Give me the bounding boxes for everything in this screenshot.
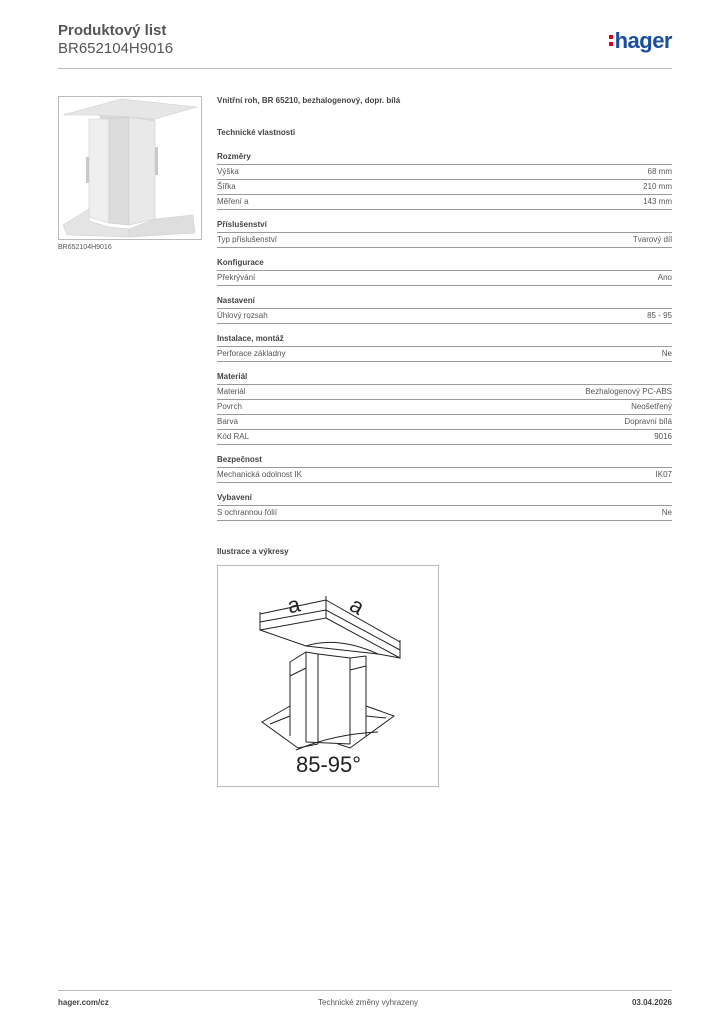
spec-section: [217, 220, 672, 248]
spec-label: Perforace základny: [217, 349, 286, 358]
spec-label: Mechanická odolnost IK: [217, 470, 302, 479]
spec-value: Bezhalogenový PC-ABS: [585, 387, 672, 396]
spec-row: [217, 195, 672, 210]
spec-value: 9016: [654, 432, 672, 441]
dimension-a-left: a: [285, 591, 303, 619]
header-divider: [58, 68, 672, 69]
footer-date: 03.04.2026: [631, 998, 672, 1007]
angle-range-label: 85-95°: [296, 752, 362, 777]
page-title: Produktový list: [58, 22, 167, 39]
section-title: Příslušenství: [217, 220, 672, 233]
spec-row: [217, 271, 672, 286]
spec-value: 210 mm: [643, 182, 672, 191]
footer-divider: [58, 990, 672, 991]
section-title: Materiál: [217, 372, 672, 385]
spec-row: [217, 347, 672, 362]
product-name: Vnitřní roh, BR 65210, bezhalogenový, dopr. bílá: [217, 96, 401, 105]
spec-row: [217, 180, 672, 195]
spec-section: [217, 455, 672, 483]
dimension-a-right: a: [345, 591, 369, 620]
spec-row: [217, 165, 672, 180]
logo-text: hager: [614, 28, 672, 53]
spec-value: Ne: [661, 349, 672, 358]
spec-label: Typ příslušenství: [217, 235, 278, 244]
specs-panel: [217, 96, 672, 521]
spec-label: Barva: [217, 417, 238, 426]
spec-value: Tvarový díl: [632, 235, 672, 244]
spec-sections: [217, 152, 672, 521]
spec-section: [217, 334, 672, 362]
spec-row: [217, 468, 672, 483]
technical-drawing: [217, 565, 439, 787]
spec-label: Úhlový rozsah: [217, 311, 268, 320]
product-sku: BR652104H9016: [58, 40, 174, 57]
inner-corner-photo-icon: [59, 97, 201, 239]
spec-label: S ochrannou fólií: [217, 508, 278, 517]
spec-section: [217, 372, 672, 445]
section-title: Instalace, montáž: [217, 334, 672, 347]
spec-value: Ne: [661, 508, 672, 517]
spec-value: 68 mm: [647, 167, 672, 176]
spec-row: [217, 430, 672, 445]
spec-section: [217, 152, 672, 210]
spec-section: [217, 258, 672, 286]
spec-label: Povrch: [217, 402, 242, 411]
spec-row: [217, 415, 672, 430]
spec-row: [217, 506, 672, 521]
spec-row: [217, 385, 672, 400]
spec-label: Kód RAL: [217, 432, 250, 441]
spec-label: Šířka: [217, 182, 236, 191]
spec-label: Materiál: [217, 387, 246, 396]
inner-corner-drawing-icon: [218, 566, 438, 786]
spec-section: [217, 296, 672, 324]
illustration-title: Ilustrace a výkresy: [217, 547, 289, 556]
spec-label: Překrývání: [217, 273, 256, 282]
spec-value: IK07: [655, 470, 672, 479]
spec-label: Výška: [217, 167, 239, 176]
spec-row: [217, 233, 672, 248]
spec-value: 143 mm: [643, 197, 672, 206]
spec-value: 85 - 95: [647, 311, 672, 320]
spec-value: Neošetřený: [631, 402, 672, 411]
section-title: Bezpečnost: [217, 455, 672, 468]
footer-disclaimer: Technické změny vyhrazeny: [318, 998, 419, 1007]
spec-row: [217, 400, 672, 415]
section-title: Vybavení: [217, 493, 672, 506]
section-title: Konfigurace: [217, 258, 672, 271]
spec-value: Ano: [657, 273, 672, 282]
spec-value: Dopravní bílá: [624, 417, 672, 426]
logo-dots-icon: [609, 33, 613, 47]
spec-row: [217, 309, 672, 324]
section-title: Rozměry: [217, 152, 672, 165]
hager-logo[interactable]: [609, 28, 672, 54]
photo-caption: BR652104H9016: [58, 244, 112, 251]
spec-label: Měření a: [217, 197, 249, 206]
footer-website-link[interactable]: hager.com/cz: [58, 998, 109, 1007]
section-title: Nastavení: [217, 296, 672, 309]
tech-properties-title: Technické vlastnosti: [217, 128, 296, 137]
spec-section: [217, 493, 672, 521]
product-photo: [58, 96, 202, 240]
